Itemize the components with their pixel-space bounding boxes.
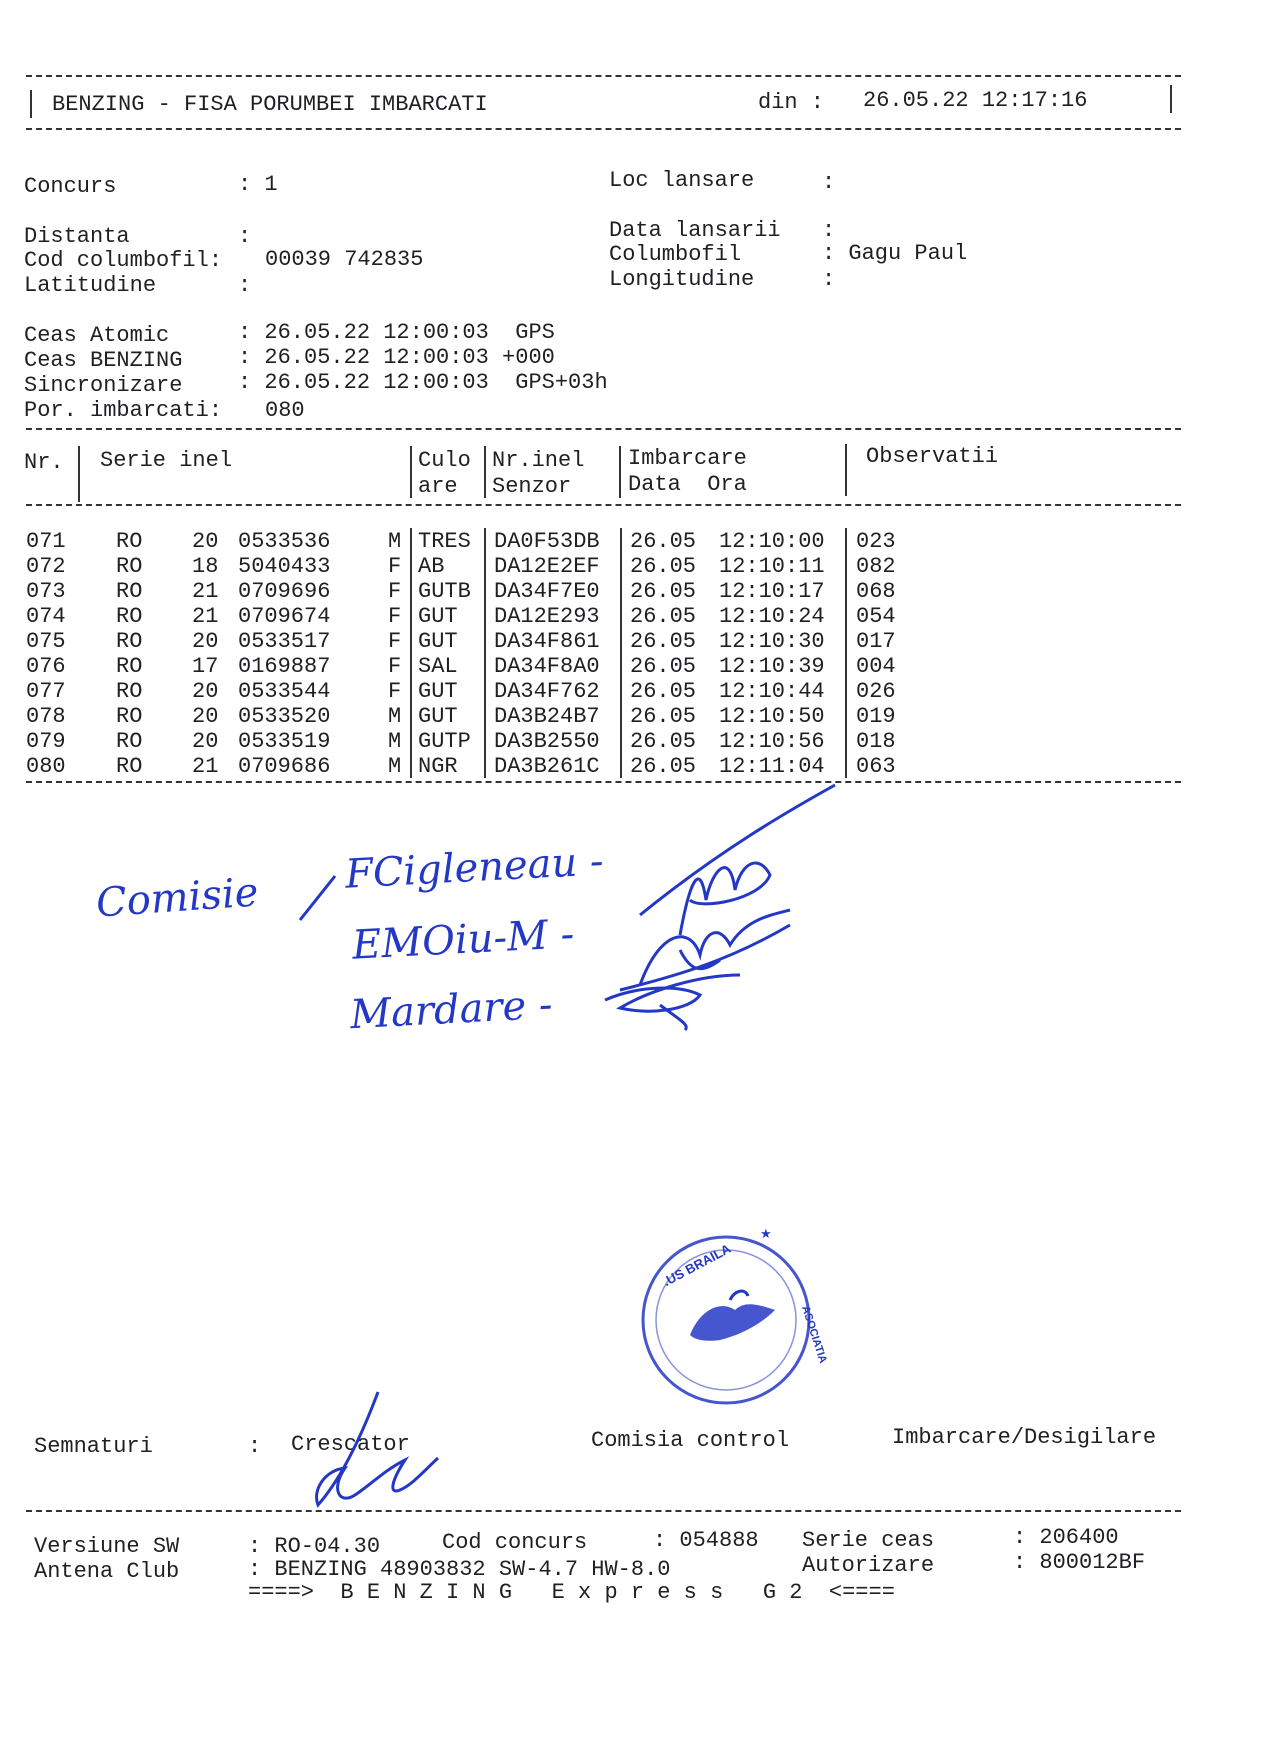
row-column-divider xyxy=(484,528,486,553)
row-observation: 082 xyxy=(856,554,896,579)
table-row xyxy=(26,731,1026,756)
row-year: 20 xyxy=(192,704,219,729)
row-ring-number: 0533517 xyxy=(238,629,331,654)
row-nr: 077 xyxy=(26,679,66,704)
stamp-side-text: ASOCIATIA xyxy=(799,1304,829,1365)
row-column-divider xyxy=(484,578,486,603)
row-time: 12:10:50 xyxy=(719,704,825,729)
row-time: 12:10:00 xyxy=(719,529,825,554)
longitudine-value: : xyxy=(822,267,836,292)
row-country: RO xyxy=(116,679,143,704)
ceas-atomic-label: Ceas Atomic xyxy=(24,323,170,348)
row-time: 12:10:17 xyxy=(719,579,825,604)
row-column-divider xyxy=(620,703,622,728)
row-column-divider xyxy=(484,703,486,728)
row-date: 26.05 xyxy=(630,654,697,679)
ceas-benzing-value: : 26.05.22 12:00:03 +000 xyxy=(238,345,555,370)
row-sensor: DA34F762 xyxy=(494,679,600,704)
row-column-divider xyxy=(620,678,622,703)
semnaturi-label: Semnaturi xyxy=(34,1434,153,1459)
row-sex: F xyxy=(388,579,402,604)
row-sensor: DA34F8A0 xyxy=(494,654,600,679)
row-column-divider xyxy=(484,728,486,753)
row-observation: 018 xyxy=(856,729,896,754)
table-row xyxy=(26,656,1026,681)
row-sex: M xyxy=(388,754,402,779)
row-column-divider xyxy=(410,553,412,578)
print-date-label: din : xyxy=(758,90,825,115)
row-ring-number: 0169887 xyxy=(238,654,331,679)
row-nr: 079 xyxy=(26,729,66,754)
row-sex: M xyxy=(388,729,402,754)
table-row xyxy=(26,606,1026,631)
row-column-divider xyxy=(484,678,486,703)
row-column-divider xyxy=(620,528,622,553)
row-sensor: DA34F7E0 xyxy=(494,579,600,604)
row-sex: F xyxy=(388,554,402,579)
header-divider-3 xyxy=(484,446,486,498)
versiune-sw-label: Versiune SW xyxy=(34,1534,180,1559)
row-year: 18 xyxy=(192,554,219,579)
crescator-signature xyxy=(0,0,1,1)
row-column-divider xyxy=(845,653,847,678)
row-ring-number: 0709696 xyxy=(238,579,331,604)
data-lansarii-value: : xyxy=(822,218,836,243)
header-right-bar xyxy=(1170,85,1172,113)
row-observation: 026 xyxy=(856,679,896,704)
row-column-divider xyxy=(845,703,847,728)
row-column-divider xyxy=(410,578,412,603)
row-column-divider xyxy=(845,578,847,603)
row-date: 26.05 xyxy=(630,679,697,704)
row-ring-number: 0709686 xyxy=(238,754,331,779)
table-row xyxy=(26,756,1026,781)
row-date: 26.05 xyxy=(630,704,697,729)
row-date: 26.05 xyxy=(630,604,697,629)
row-year: 20 xyxy=(192,629,219,654)
row-sensor: DA12E293 xyxy=(494,604,600,629)
row-nr: 073 xyxy=(26,579,66,604)
row-country: RO xyxy=(116,529,143,554)
row-country: RO xyxy=(116,654,143,679)
porumbei-imbarcati-label: Por. imbarcati: xyxy=(24,398,223,423)
antena-club-label: Antena Club xyxy=(34,1559,180,1584)
header-culoare-1: Culo xyxy=(418,448,471,473)
loc-lansare-value: : xyxy=(822,170,836,195)
row-observation: 023 xyxy=(856,529,896,554)
row-time: 12:10:11 xyxy=(719,554,825,579)
distanta-label: Distanta xyxy=(24,224,130,249)
row-column-divider xyxy=(845,678,847,703)
row-time: 12:10:44 xyxy=(719,679,825,704)
row-sex: M xyxy=(388,704,402,729)
row-column-divider xyxy=(410,703,412,728)
row-ring-number: 0709674 xyxy=(238,604,331,629)
row-date: 26.05 xyxy=(630,529,697,554)
row-sensor: DA34F861 xyxy=(494,629,600,654)
data-lansarii-label: Data lansarii xyxy=(609,218,781,243)
row-column-divider xyxy=(410,753,412,778)
row-observation: 019 xyxy=(856,704,896,729)
handwritten-name-2: EMOiu-M - xyxy=(350,911,576,969)
imbarcare-desigilare-label: Imbarcare/Desigilare xyxy=(892,1425,1157,1450)
row-observation: 063 xyxy=(856,754,896,779)
row-sensor: DA3B24B7 xyxy=(494,704,600,729)
row-column-divider xyxy=(484,753,486,778)
row-time: 12:10:24 xyxy=(719,604,825,629)
loc-lansare-label: Loc lansare xyxy=(609,168,755,193)
row-year: 21 xyxy=(192,604,219,629)
handwritten-name-3: Mardare - xyxy=(348,981,554,1039)
row-year: 21 xyxy=(192,754,219,779)
table-row xyxy=(26,556,1026,581)
row-nr: 072 xyxy=(26,554,66,579)
row-sex: F xyxy=(388,679,402,704)
row-color: GUT xyxy=(418,704,458,729)
header-imbarcare: Imbarcare xyxy=(628,446,747,471)
row-country: RO xyxy=(116,629,143,654)
concurs-value: : 1 xyxy=(238,172,278,197)
row-column-divider xyxy=(410,678,412,703)
header-bottom-rule xyxy=(26,128,1181,130)
row-sex: F xyxy=(388,604,402,629)
row-date: 26.05 xyxy=(630,629,697,654)
row-column-divider xyxy=(484,653,486,678)
table-row xyxy=(26,706,1026,731)
row-sensor: DA0F53DB xyxy=(494,529,600,554)
header-nr-inel: Nr.inel xyxy=(492,448,585,473)
row-date: 26.05 xyxy=(630,579,697,604)
row-date: 26.05 xyxy=(630,554,697,579)
row-column-divider xyxy=(845,728,847,753)
row-observation: 054 xyxy=(856,604,896,629)
table-header-rule xyxy=(26,504,1181,506)
row-sensor: DA3B2550 xyxy=(494,729,600,754)
row-time: 12:10:56 xyxy=(719,729,825,754)
header-senzor: Senzor xyxy=(492,474,572,499)
row-nr: 076 xyxy=(26,654,66,679)
table-top-rule xyxy=(26,428,1181,430)
serie-ceas-value: : 206400 xyxy=(1013,1525,1119,1550)
cod-columbofil-value: 00039 742835 xyxy=(265,247,424,272)
row-nr: 074 xyxy=(26,604,66,629)
columbofil-value: : Gagu Paul xyxy=(822,241,968,266)
ceas-atomic-value: : 26.05.22 12:00:03 GPS xyxy=(238,320,555,345)
sincronizare-label: Sincronizare xyxy=(24,373,183,398)
handwritten-comisie: Comisie xyxy=(94,869,260,927)
row-nr: 078 xyxy=(26,704,66,729)
crescator-label: Crescator xyxy=(291,1432,410,1457)
row-sensor: DA12E2EF xyxy=(494,554,600,579)
row-sex: F xyxy=(388,629,402,654)
row-year: 20 xyxy=(192,529,219,554)
row-column-divider xyxy=(620,578,622,603)
row-nr: 071 xyxy=(26,529,66,554)
row-ring-number: 0533544 xyxy=(238,679,331,704)
row-date: 26.05 xyxy=(630,729,697,754)
serie-ceas-label: Serie ceas xyxy=(802,1528,935,1553)
row-ring-number: 0533520 xyxy=(238,704,331,729)
cod-concurs-value: : 054888 xyxy=(653,1528,759,1553)
row-color: GUT xyxy=(418,604,458,629)
header-divider-5 xyxy=(845,444,847,496)
row-country: RO xyxy=(116,704,143,729)
header-divider-1 xyxy=(78,446,80,502)
row-color: AB xyxy=(418,554,445,579)
row-ring-number: 0533536 xyxy=(238,529,331,554)
print-date-value: 26.05.22 12:17:16 xyxy=(863,88,1088,113)
row-sex: M xyxy=(388,529,402,554)
table-row xyxy=(26,681,1026,706)
stamp-star-icon: ★ xyxy=(760,1226,772,1241)
row-year: 20 xyxy=(192,679,219,704)
cod-columbofil-label: Cod columbofil: xyxy=(24,248,223,273)
antena-club-value: : BENZING 48903832 SW-4.7 HW-8.0 xyxy=(248,1557,671,1582)
row-column-divider xyxy=(620,728,622,753)
table-row xyxy=(26,631,1026,656)
benzing-express-line: ====> B E N Z I N G E x p r e s s G 2 <==== xyxy=(248,1580,895,1605)
table-row xyxy=(26,531,1026,556)
header-observatii: Observatii xyxy=(866,444,999,469)
table-row xyxy=(26,581,1026,606)
header-culoare-2: are xyxy=(418,474,458,499)
ceas-benzing-label: Ceas BENZING xyxy=(24,348,183,373)
row-column-divider xyxy=(620,553,622,578)
header-divider-2 xyxy=(410,446,412,498)
row-nr: 080 xyxy=(26,754,66,779)
row-country: RO xyxy=(116,554,143,579)
table-bottom-rule xyxy=(26,781,1181,783)
row-column-divider xyxy=(410,603,412,628)
sincronizare-value: : 26.05.22 12:00:03 GPS+03h xyxy=(238,370,608,395)
handwritten-name-1: FCigleneau - xyxy=(343,838,605,898)
row-column-divider xyxy=(484,603,486,628)
row-sex: F xyxy=(388,654,402,679)
footer-top-rule xyxy=(26,1510,1181,1512)
row-country: RO xyxy=(116,729,143,754)
row-date: 26.05 xyxy=(630,754,697,779)
row-observation: 017 xyxy=(856,629,896,654)
row-column-divider xyxy=(410,628,412,653)
row-country: RO xyxy=(116,754,143,779)
document-title: BENZING - FISA PORUMBEI IMBARCATI xyxy=(52,92,488,117)
longitudine-label: Longitudine xyxy=(609,267,755,292)
row-nr: 075 xyxy=(26,629,66,654)
row-column-divider xyxy=(620,628,622,653)
header-divider-4 xyxy=(619,446,621,498)
row-column-divider xyxy=(845,603,847,628)
header-left-bar xyxy=(30,90,32,118)
row-column-divider xyxy=(845,553,847,578)
porumbei-imbarcati-value: 080 xyxy=(265,398,305,423)
row-column-divider xyxy=(410,728,412,753)
row-column-divider xyxy=(845,628,847,653)
header-serie-inel: Serie inel xyxy=(100,448,233,473)
latitudine-label: Latitudine xyxy=(24,273,157,298)
row-color: TRES xyxy=(418,529,471,554)
row-time: 12:11:04 xyxy=(719,754,825,779)
row-time: 12:10:30 xyxy=(719,629,825,654)
row-column-divider xyxy=(484,553,486,578)
row-country: RO xyxy=(116,604,143,629)
row-color: GUT xyxy=(418,679,458,704)
row-color: GUT xyxy=(418,629,458,654)
row-country: RO xyxy=(116,579,143,604)
row-ring-number: 0533519 xyxy=(238,729,331,754)
row-year: 17 xyxy=(192,654,219,679)
row-year: 20 xyxy=(192,729,219,754)
autorizare-value: : 800012BF xyxy=(1013,1550,1146,1575)
row-color: NGR xyxy=(418,754,458,779)
concurs-label: Concurs xyxy=(24,174,117,199)
versiune-sw-value: : RO-04.30 xyxy=(248,1534,381,1559)
row-column-divider xyxy=(410,528,412,553)
header-nr: Nr. xyxy=(24,450,64,475)
distanta-value: : xyxy=(238,224,252,249)
autorizare-label: Autorizare xyxy=(802,1553,935,1578)
row-time: 12:10:39 xyxy=(719,654,825,679)
row-ring-number: 5040433 xyxy=(238,554,331,579)
row-column-divider xyxy=(620,653,622,678)
row-column-divider xyxy=(410,653,412,678)
columbofil-label: Columbofil xyxy=(609,242,742,267)
cod-concurs-label: Cod concurs xyxy=(442,1530,588,1555)
comisia-control-label: Comisia control xyxy=(591,1428,790,1453)
header-data-ora: Data Ora xyxy=(628,472,747,497)
row-color: GUTP xyxy=(418,729,471,754)
row-column-divider xyxy=(620,753,622,778)
row-color: SAL xyxy=(418,654,458,679)
latitudine-value: : xyxy=(238,273,252,298)
header-top-rule xyxy=(26,75,1181,77)
row-column-divider xyxy=(845,753,847,778)
row-sensor: DA3B261C xyxy=(494,754,600,779)
row-year: 21 xyxy=(192,579,219,604)
row-observation: 068 xyxy=(856,579,896,604)
row-column-divider xyxy=(484,628,486,653)
stamp-top-text: .US BRAILA xyxy=(660,1240,734,1290)
semnaturi-colon: : xyxy=(248,1434,262,1459)
row-column-divider xyxy=(620,603,622,628)
row-color: GUTB xyxy=(418,579,471,604)
row-observation: 004 xyxy=(856,654,896,679)
row-column-divider xyxy=(845,528,847,553)
